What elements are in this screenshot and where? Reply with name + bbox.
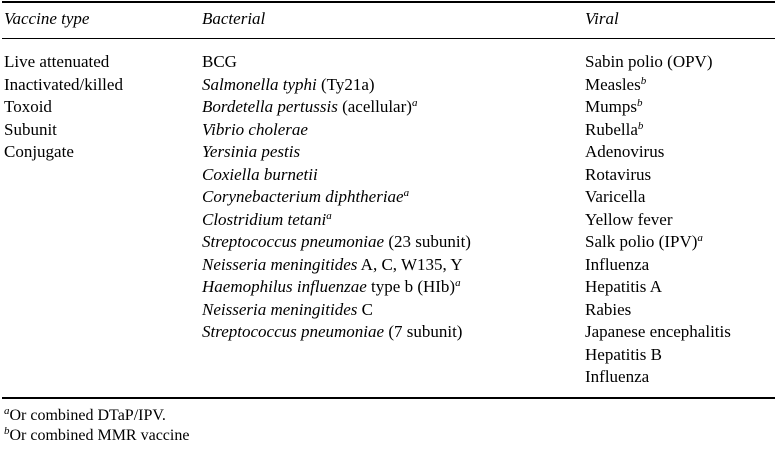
- organism-name: Neisseria meningitides: [202, 254, 358, 274]
- virus-name: Hepatitis A: [585, 277, 662, 296]
- bacterial-column: [202, 51, 471, 344]
- viral-cell: [585, 231, 731, 254]
- header-viral: Viral: [585, 9, 619, 28]
- virus-name: Rubella: [585, 119, 638, 139]
- viral-cell: [585, 119, 731, 142]
- header-bacterial: Bacterial: [202, 9, 266, 28]
- vaccine-type-cell: Conjugate: [4, 142, 74, 161]
- footnote-text: Or combined DTaP/IPV.: [9, 407, 166, 424]
- footnote-marker: b: [636, 97, 643, 109]
- virus-name: Hepatitis B: [585, 344, 662, 364]
- virus-name: Mumps: [585, 97, 637, 116]
- bacterial-cell: [202, 231, 471, 254]
- bacterial-cell: [202, 186, 471, 209]
- viral-cell: [585, 299, 731, 322]
- bacterial-cell: [202, 74, 471, 97]
- viral-cell: [585, 96, 731, 119]
- organism-name: Salmonella typhi: [202, 74, 317, 94]
- bacterial-cell: [202, 141, 471, 164]
- bacterial-cell: [202, 51, 471, 74]
- organism-detail: (23 subunit): [384, 232, 471, 251]
- footnote-marker: a: [403, 187, 410, 199]
- viral-cell: [585, 344, 731, 367]
- bacterial-cell: [202, 96, 471, 119]
- virus-name: Yellow fever: [585, 209, 673, 229]
- organism-detail: (acellular): [337, 97, 412, 116]
- viral-cell: [585, 74, 731, 97]
- bacterial-cell: [202, 276, 471, 299]
- vaccine-type-cell: Toxoid: [4, 97, 52, 116]
- virus-name: Influenza: [585, 254, 650, 274]
- virus-name: Varicella: [585, 187, 646, 206]
- organism-name: Neisseria meningitides: [202, 299, 358, 319]
- organism-name: Corynebacterium diphtheriae: [202, 187, 404, 206]
- organism-detail: BCG: [202, 52, 237, 71]
- footnote-mark: b: [4, 425, 10, 437]
- bacterial-cell: [202, 164, 471, 187]
- viral-cell: [585, 51, 731, 74]
- viral-cell: [585, 366, 731, 389]
- viral-cell: [585, 141, 731, 164]
- viral-cell: [585, 276, 731, 299]
- organism-detail: (Ty21a): [316, 74, 375, 94]
- footnote-marker: b: [640, 74, 647, 87]
- organism-detail: (7 subunit): [384, 322, 463, 341]
- footnote-marker: a: [326, 209, 332, 222]
- viral-cell: [585, 254, 731, 277]
- virus-name: Salk polio (IPV): [585, 232, 698, 251]
- viral-cell: [585, 186, 731, 209]
- organism-name: Yersinia pestis: [202, 142, 301, 161]
- virus-name: Adenovirus: [585, 142, 665, 161]
- footnote-marker: a: [455, 277, 461, 289]
- viral-column: [585, 51, 731, 389]
- footnote-marker: a: [697, 232, 703, 244]
- footnote-mark: a: [4, 405, 10, 417]
- organism-name: Vibrio cholerae: [202, 119, 308, 139]
- organism-detail: C: [357, 299, 373, 319]
- vaccine-type-column: [4, 51, 123, 164]
- footnote-b: [4, 426, 189, 446]
- virus-name: Rotavirus: [585, 164, 652, 184]
- bacterial-cell: [202, 209, 471, 232]
- virus-name: Measles: [585, 74, 641, 94]
- virus-name: Rabies: [585, 299, 632, 319]
- bacterial-cell: [202, 321, 471, 344]
- header-vaccine-type: Vaccine type: [4, 9, 90, 28]
- footnote-marker: a: [411, 97, 418, 109]
- organism-detail: A, C, W135, Y: [357, 254, 463, 274]
- organism-name: Bordetella pertussis: [202, 97, 338, 116]
- viral-cell: [585, 164, 731, 187]
- organism-name: Haemophilus influenzae: [202, 277, 367, 296]
- bacterial-cell: [202, 119, 471, 142]
- bacterial-cell: [202, 299, 471, 322]
- footnote-text: Or combined MMR vaccine: [9, 427, 190, 444]
- organism-name: Clostridium tetani: [202, 209, 327, 229]
- footnote-marker: b: [637, 119, 644, 132]
- bacterial-cell: [202, 254, 471, 277]
- table-top-rule: [2, 1, 775, 3]
- viral-cell: [585, 321, 731, 344]
- vaccine-type-cell: Live attenuated: [4, 52, 110, 71]
- table-bottom-rule: [2, 397, 775, 399]
- organism-name: Streptococcus pneumoniae: [202, 322, 385, 341]
- table-header-rule: [2, 38, 775, 39]
- organism-name: Streptococcus pneumoniae: [202, 232, 385, 251]
- vaccine-type-cell: Subunit: [4, 119, 57, 139]
- virus-name: Japanese encephalitis: [585, 322, 731, 341]
- virus-name: Influenza: [585, 367, 650, 386]
- virus-name: Sabin polio (OPV): [585, 52, 713, 71]
- organism-name: Coxiella burnetii: [202, 164, 318, 184]
- vaccine-type-cell: Inactivated/killed: [4, 74, 123, 94]
- viral-cell: [585, 209, 731, 232]
- organism-detail: type b (HIb): [366, 277, 456, 296]
- footnote-a: [4, 406, 166, 426]
